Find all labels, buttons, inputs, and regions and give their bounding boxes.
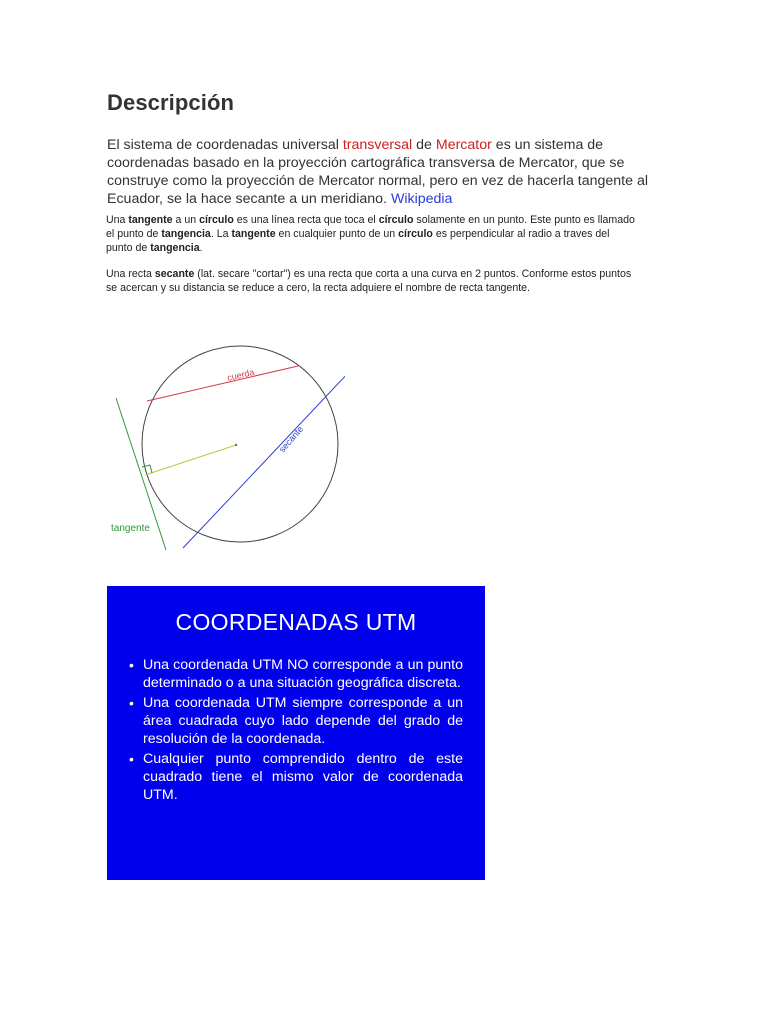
secante-label: secante [276, 423, 306, 455]
radius-line [145, 445, 236, 475]
paragraph-text: . La [210, 228, 232, 240]
secant-paragraph [106, 267, 636, 295]
paragraph-text: a un [172, 214, 200, 226]
slide-bullet-list [129, 656, 463, 806]
bold-term: círculo [199, 214, 234, 226]
mercator-link[interactable]: Mercator [435, 137, 492, 153]
wikipedia-link[interactable]: Wikipedia [390, 191, 453, 207]
section-heading: Descripción [107, 90, 235, 115]
transversal-link[interactable]: transversal [342, 137, 413, 153]
bullet-icon: • [129, 695, 134, 711]
slide-title: COORDENADAS UTM [175, 609, 417, 635]
bold-term: tangencia [161, 228, 211, 240]
bold-term: tangente [128, 214, 173, 226]
tangente-label: tangente [111, 523, 150, 534]
right-angle-marker [142, 465, 152, 473]
paragraph-text: es perpendicular al radio a traves del punto de [106, 228, 610, 254]
center-point [235, 444, 237, 446]
circle-diagram-svg [105, 330, 345, 560]
list-item [129, 656, 463, 692]
list-item-text: Una coordenada UTM siempre corresponde a un área cuadrada cuyo lado depende del grado de resolución de la coordenada. [143, 695, 463, 747]
list-item-text: Una coordenada UTM NO corresponde a un punto determinado o a una situación geográfica discreta. [143, 657, 463, 691]
list-item-text: Cualquier punto comprendido dentro de este cuadrado tiene el mismo valor de coordenada UTM. [143, 751, 463, 803]
bold-term: tangente [231, 228, 276, 240]
bullet-icon: • [129, 657, 134, 673]
paragraph-text: . [199, 242, 203, 254]
bold-term: tangencia [150, 242, 200, 254]
secante-line [183, 371, 345, 548]
description-text: de [412, 137, 436, 153]
list-item [129, 750, 463, 804]
paragraph-text: Una recta [106, 268, 155, 280]
description-paragraph [107, 136, 652, 208]
cuerda-line [147, 366, 298, 401]
list-item [129, 694, 463, 748]
paragraph-text: Una [106, 214, 129, 226]
bold-term: círculo [378, 214, 414, 226]
utm-slide [107, 586, 485, 880]
description-text: es un sistema de coordenadas basado en la proyección cartográfica transversa de Mercator, que se construye como la proyección de Mercator normal, pero en vez de hacerla tangente al Ecuador, se la hace secante a un meridiano. [107, 137, 648, 207]
circle-diagram [105, 330, 345, 560]
bold-term: secante [154, 268, 195, 280]
paragraph-text: es una línea recta que toca el [233, 214, 379, 226]
description-text: El sistema de coordenadas universal [107, 137, 343, 153]
paragraph-text: en cualquier punto de un [275, 228, 399, 240]
paragraph-text: (lat. secare "cortar") es una recta que corta a una curva en 2 puntos. Conforme estos puntos se acercan y su distancia se reduce a cero, la recta adquiere el nombre de recta tangente. [106, 268, 632, 294]
paragraph-text: solamente en un punto. Este punto es llamado el punto de [106, 214, 635, 240]
cuerda-label: cuerda [226, 367, 256, 383]
tangent-paragraph [106, 213, 636, 255]
bold-term: círculo [398, 228, 433, 240]
bullet-icon: • [129, 751, 134, 767]
